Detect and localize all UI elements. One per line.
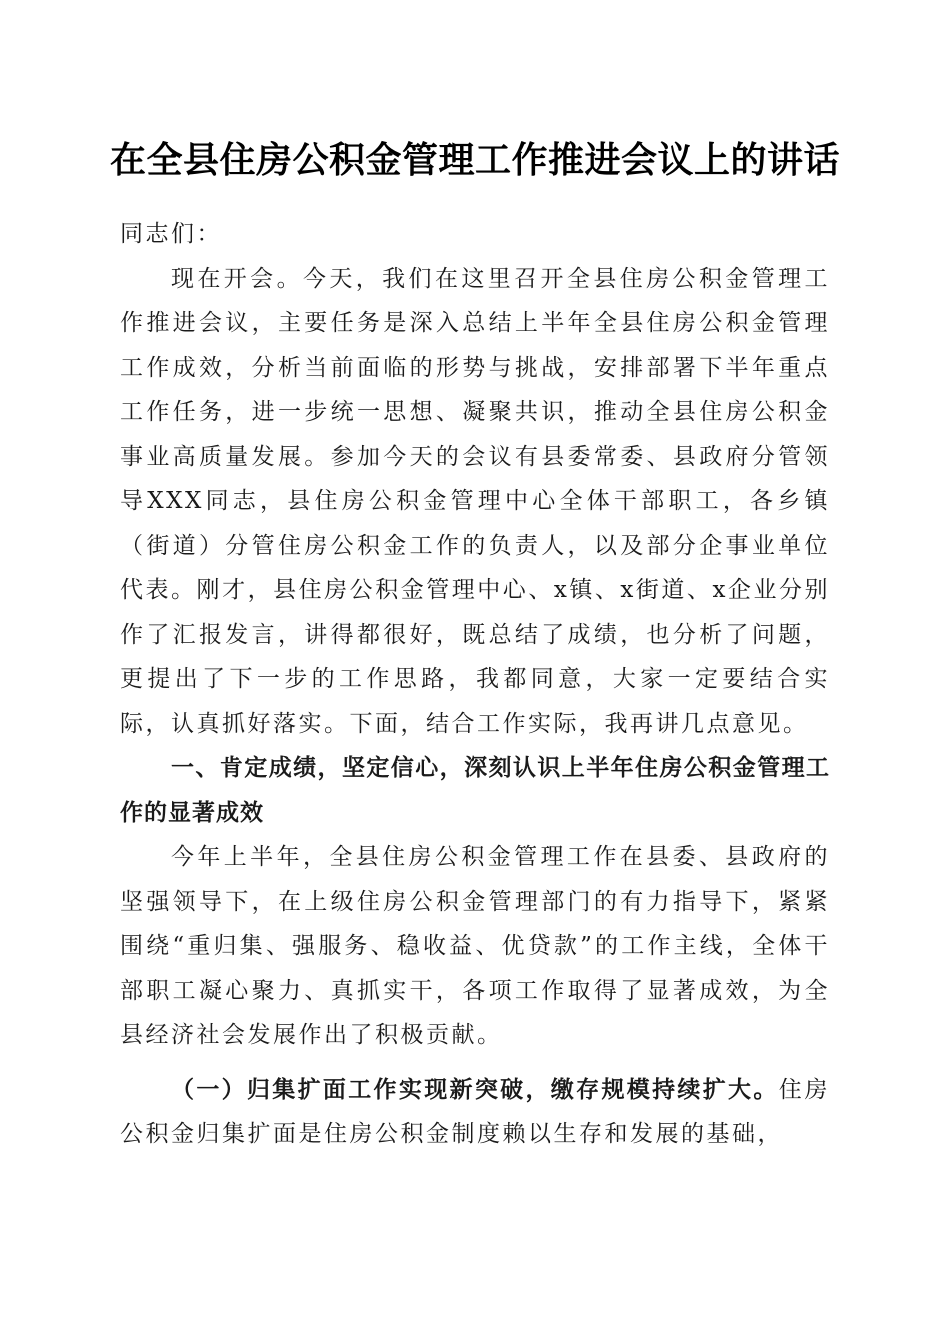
salutation: 同志们： [120, 221, 222, 247]
intro-paragraph: 现在开会。今天，我们在这里召开全县住房公积金管理工作推进会议，主要任务是深入总结上半年全县住房公积金管理工作成效，分析当前面临的形势与挑战，安排部署下半年重点工作任务，进一步统一思想、凝聚共识，推动全县住房公积金事业高质量发展。参加今天的会议有县委常委、县政府分管领导XXX同志，县住房公积金管理中心全体干部职工，各乡镇（街道）分管住房公积金工作的负责人，以及部分企事业单位代表。刚才，县住房公积金管理中心、x镇、x街道、x企业分别作了汇报发言，讲得都很好，既总结了成绩，也分析了问题，更提出了下一步的工作思路，我都同意，大家一定要结合实际，认真抓好落实。下面，结合工作实际，我再讲几点意见。 [120, 265, 830, 737]
document-body [120, 212, 830, 1157]
document-title: 在全县住房公积金管理工作推进会议上的讲话 [109, 139, 840, 181]
subsection-heading: （一）归集扩面工作实现新突破，缴存规模持续扩大。 [171, 1075, 779, 1103]
section-heading: 一、肯定成绩，坚定信心，深刻认识上半年住房公积金管理工作的显著成效 [120, 755, 830, 826]
subsection-paragraph [120, 1068, 830, 1157]
subsection-text: 住房公积金归集扩面是住房公积金制度赖以生存和发展的基础， [120, 1076, 831, 1147]
section-paragraph: 今年上半年，全县住房公积金管理工作在县委、县政府的坚强领导下，在上级住房公积金管理部门的有力指导下，紧紧围绕“重归集、强服务、稳收益、优贷款”的工作主线，全体干部职工凝心聚力、真抓实干，各项工作取得了显著成效，为全县经济社会发展作出了积极贡献。 [120, 844, 830, 1048]
